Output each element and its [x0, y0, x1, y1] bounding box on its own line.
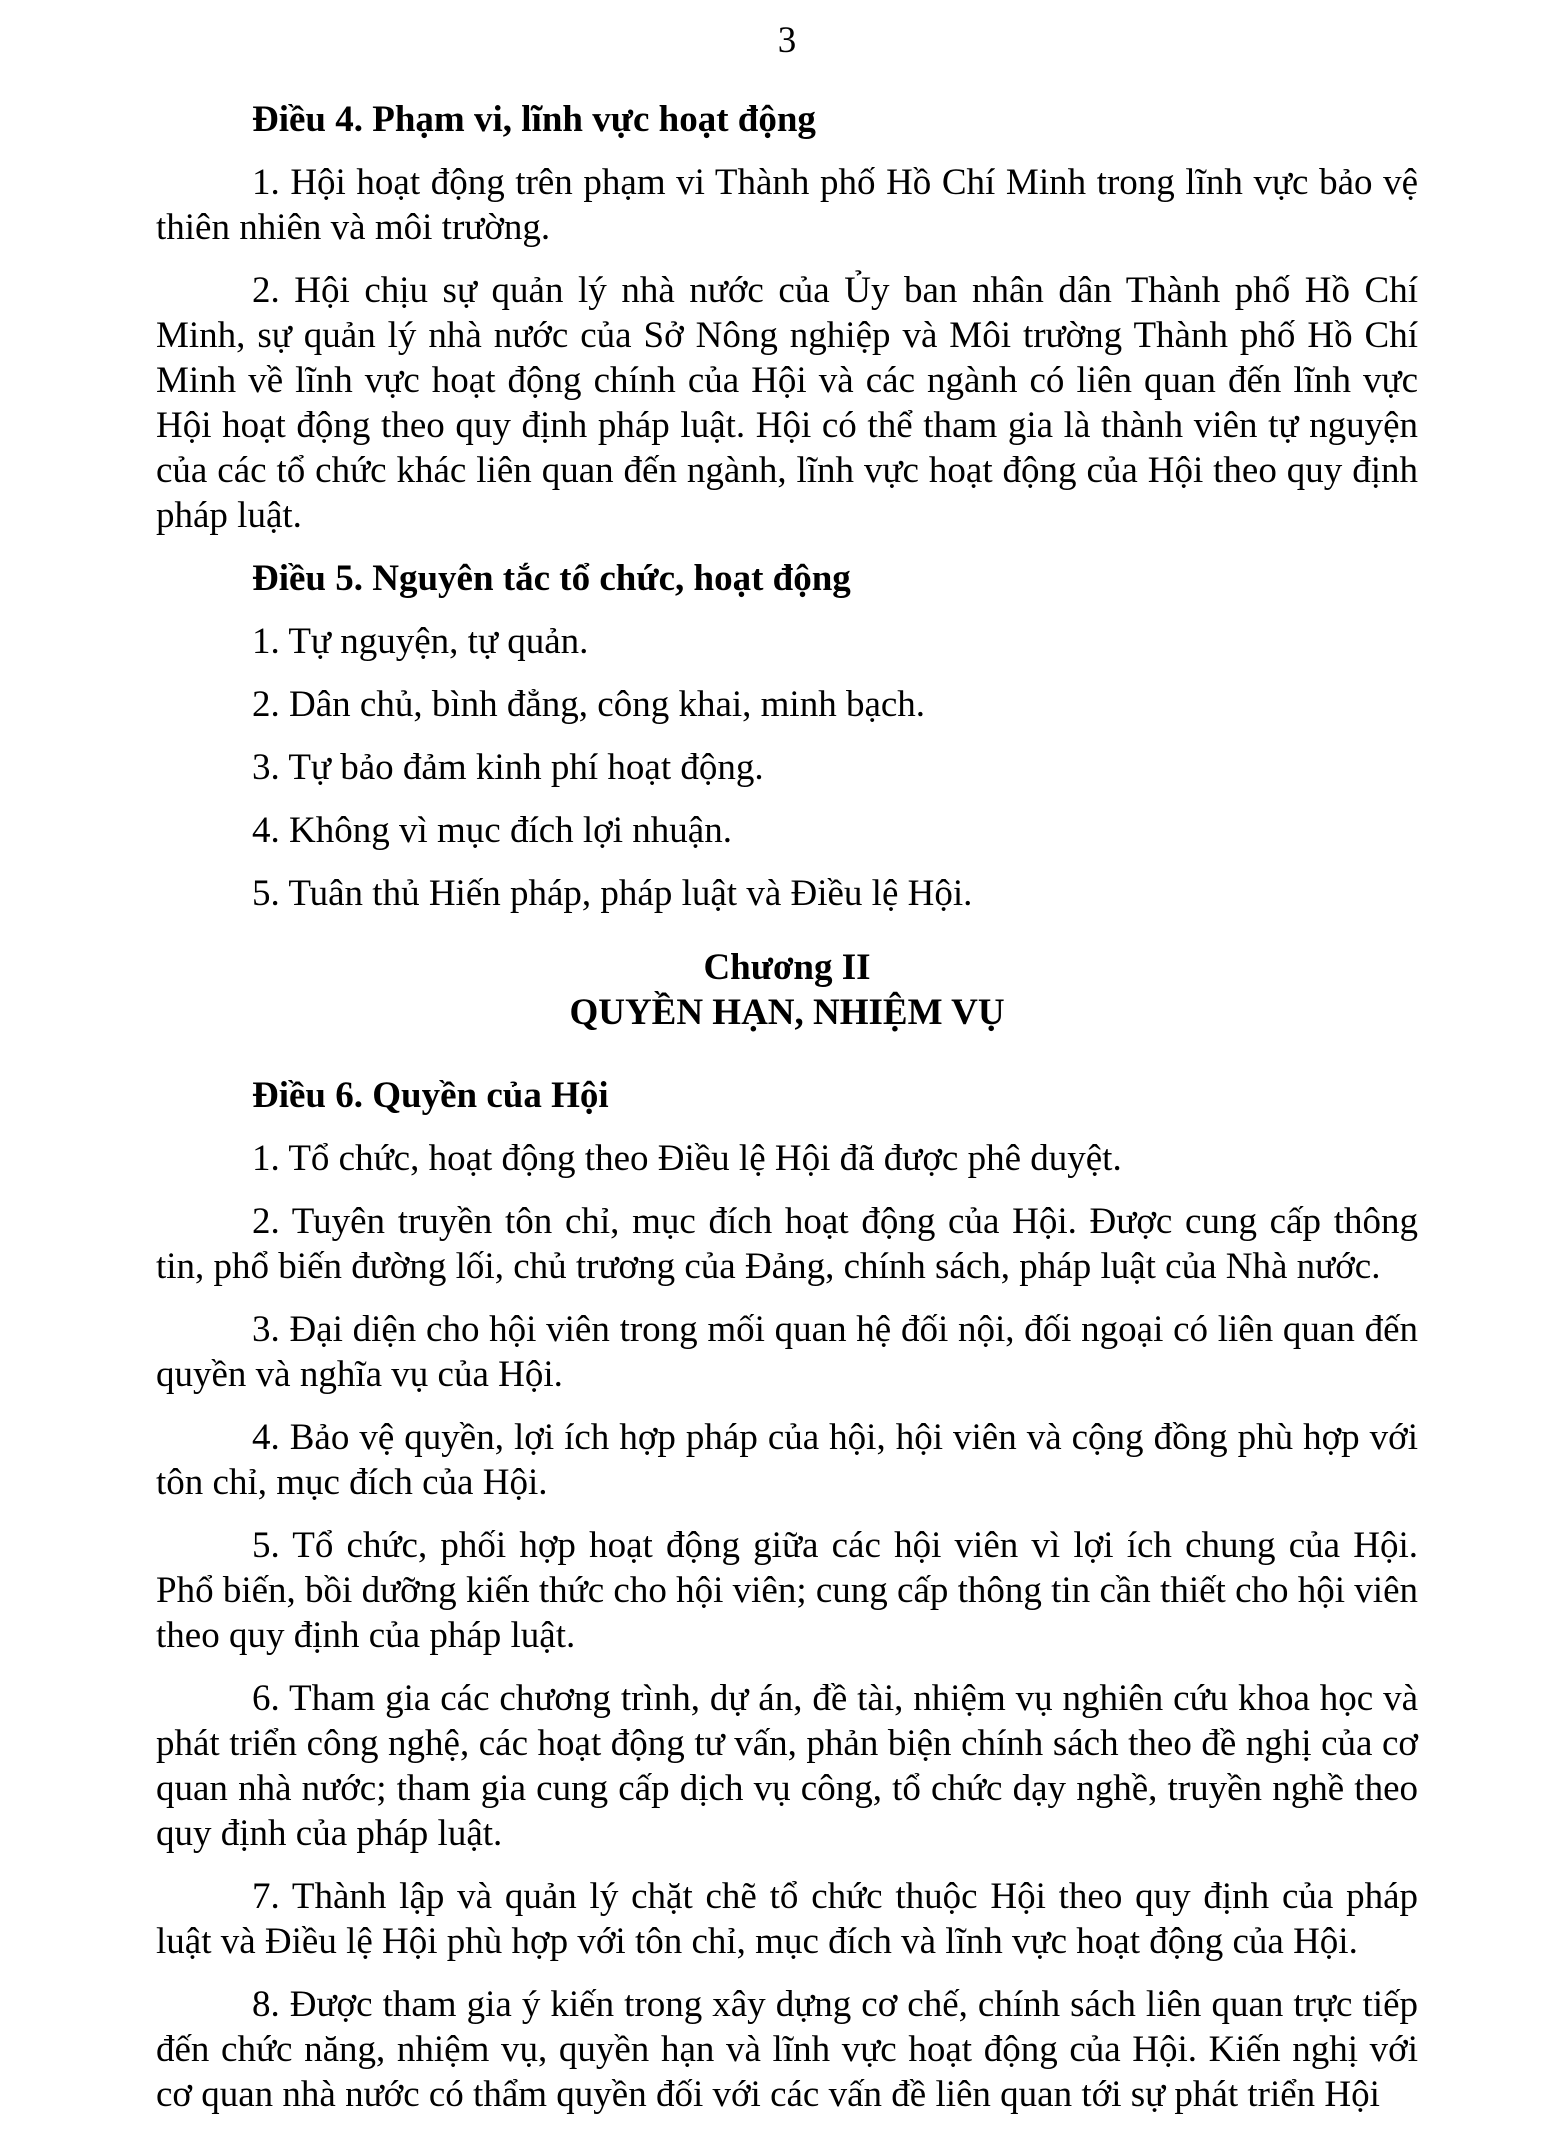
article-6-section — [156, 1073, 1418, 2117]
chapter-2-label: Chương II — [703, 947, 871, 988]
article-6-clause-3: 3. Đại diện cho hội viên trong mối quan hệ đối nội, đối ngoại có liên quan đến quyền và nghĩa vụ của Hội. — [156, 1309, 1418, 1395]
article-6-clause-7: 7. Thành lập và quản lý chặt chẽ tổ chức thuộc Hội theo quy định của pháp luật và Điều lệ Hội phù hợp với tôn chỉ, mục đích và lĩnh vực hoạt động của Hội. — [156, 1876, 1418, 1962]
article-5-clause-3: 3. Tự bảo đảm kinh phí hoạt động. — [252, 747, 764, 788]
article-4-clause-1: 1. Hội hoạt động trên phạm vi Thành phố Hồ Chí Minh trong lĩnh vực bảo vệ thiên nhiên và môi trường. — [156, 162, 1418, 248]
chapter-2-heading — [156, 945, 1418, 1035]
article-5-clause-4: 4. Không vì mục đích lợi nhuận. — [252, 810, 732, 851]
page-number: 3 — [777, 20, 797, 61]
article-4-heading: Điều 4. Phạm vi, lĩnh vực hoạt động — [252, 99, 816, 140]
article-5-heading: Điều 5. Nguyên tắc tổ chức, hoạt động — [252, 558, 851, 599]
article-6-clause-1: 1. Tổ chức, hoạt động theo Điều lệ Hội đã được phê duyệt. — [252, 1138, 1122, 1179]
article-6-clause-4: 4. Bảo vệ quyền, lợi ích hợp pháp của hội, hội viên và cộng đồng phù hợp với tôn chỉ, mục đích của Hội. — [156, 1417, 1418, 1503]
chapter-2-title: QUYỀN HẠN, NHIỆM VỤ — [569, 992, 1005, 1033]
article-6-clause-2: 2. Tuyên truyền tôn chỉ, mục đích hoạt động của Hội. Được cung cấp thông tin, phổ biến đường lối, chủ trương của Đảng, chính sách, pháp luật của Nhà nước. — [156, 1201, 1418, 1287]
document-body — [156, 97, 1418, 2117]
article-6-clause-8: 8. Được tham gia ý kiến trong xây dựng cơ chế, chính sách liên quan trực tiếp đến chức năng, nhiệm vụ, quyền hạn và lĩnh vực hoạt động của Hội. Kiến nghị với cơ quan nhà nước có thẩm quyền đối với các vấn đề liên quan tới sự phát triển Hội — [156, 1984, 1418, 2115]
article-6-clause-5: 5. Tổ chức, phối hợp hoạt động giữa các hội viên vì lợi ích chung của Hội. Phổ biến, bồi dưỡng kiến thức cho hội viên; cung cấp thông tin cần thiết cho hội viên theo quy định của pháp luật. — [156, 1525, 1418, 1656]
article-4-clause-2: 2. Hội chịu sự quản lý nhà nước của Ủy ban nhân dân Thành phố Hồ Chí Minh, sự quản lý nhà nước của Sở Nông nghiệp và Môi trường Thành phố Hồ Chí Minh về lĩnh vực hoạt động chính của Hội và các ngành có liên quan đến lĩnh vực Hội hoạt động theo quy định pháp luật. Hội có thể tham gia là thành viên tự nguyện của các tổ chức khác liên quan đến ngành, lĩnh vực hoạt động của Hội theo quy định pháp luật. — [156, 270, 1418, 536]
article-5-section — [156, 556, 1418, 916]
article-6-heading: Điều 6. Quyền của Hội — [252, 1075, 609, 1116]
article-6-clause-6: 6. Tham gia các chương trình, dự án, đề tài, nhiệm vụ nghiên cứu khoa học và phát triển công nghệ, các hoạt động tư vấn, phản biện chính sách theo đề nghị của cơ quan nhà nước; tham gia cung cấp dịch vụ công, tổ chức dạy nghề, truyền nghề theo quy định của pháp luật. — [156, 1678, 1418, 1854]
article-4-section — [156, 97, 1418, 538]
article-5-clause-2: 2. Dân chủ, bình đẳng, công khai, minh bạch. — [252, 684, 926, 725]
article-5-clause-5: 5. Tuân thủ Hiến pháp, pháp luật và Điều lệ Hội. — [252, 873, 973, 914]
page-header — [156, 18, 1418, 63]
article-5-clause-1: 1. Tự nguyện, tự quản. — [252, 621, 589, 662]
